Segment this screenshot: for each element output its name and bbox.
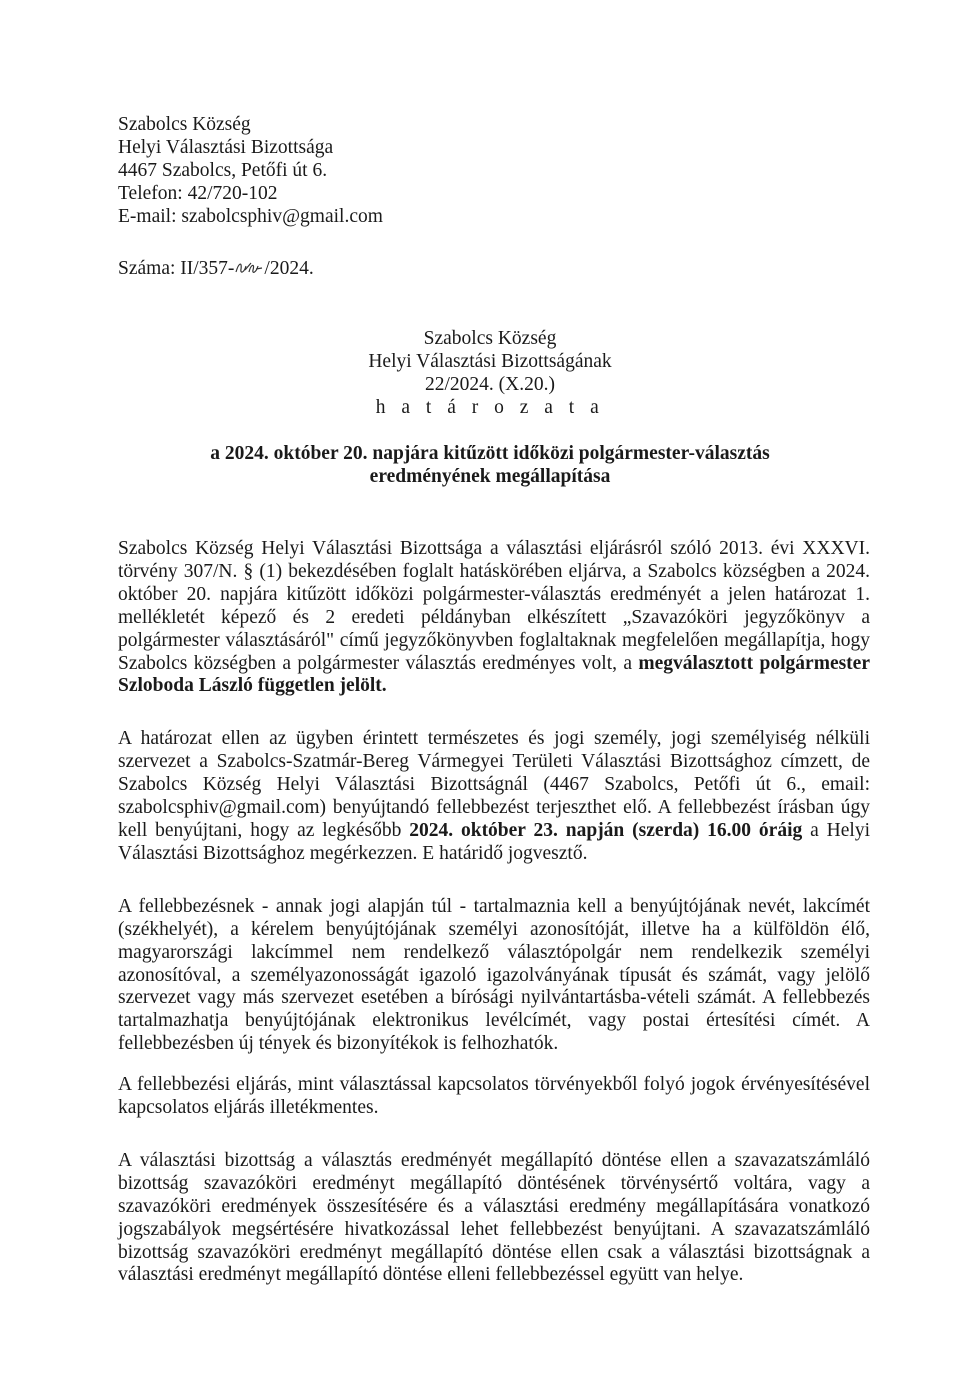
sender-address: 4467 Szabolcs, Petőfi út 6. — [118, 160, 328, 181]
title-committee: Helyi Választási Bizottságának — [368, 351, 612, 372]
elected-mayor-statement: megválasztott polgármester Szloboda László független jelölt. — [118, 652, 870, 697]
resolution-subject — [0, 442, 980, 488]
title-municipality: Szabolcs Község — [423, 328, 557, 349]
paragraph-appeal-rights — [118, 728, 870, 865]
subject-line-2: eredményének megállapítása — [369, 466, 611, 487]
appeal-deadline: 2024. október 23. napján (szerda) 16.00 óráig — [409, 819, 803, 841]
paragraph-fee-exemption: A fellebbezési eljárás, mint választással kapcsolatos törvényekből folyó jogok érvényesítésével kapcsolatos eljárás illetékmentes. — [118, 1074, 870, 1119]
title-resolution-number: 22/2024. (X.20.) — [425, 374, 555, 395]
reference-prefix: Száma: II/357- — [118, 258, 235, 279]
reference-number — [118, 257, 314, 280]
reference-suffix: /2024. — [264, 258, 314, 279]
sender-address-block — [118, 113, 383, 228]
handwritten-number-scribble — [234, 259, 264, 275]
sender-committee: Helyi Választási Bizottsága — [118, 137, 334, 158]
sender-email: E-mail: szabolcsphiv@gmail.com — [118, 206, 383, 227]
paragraph-appeal-contents: A fellebbezésnek - annak jogi alapján túl - tartalmaznia kell a benyújtójának nevét, lakcímét (székhelyét), a kérelem benyújtójának személyi azonosítóját, illetve ha a külföldön élő, magyarországi lakcímmel nem rendelkező választópolgár nem rendelkezik személyi azonosítóval, a személyazonosságát igazoló igazolványának típusát és számát, vagy jelölő szervezet vagy más szervezet esetében a bírósági nyilvántartásba-vételi számát. A fellebbezés tartalmazhatja benyújtójának elektronikus levélcímét, vagy postai értesítési címét. A fellebbezésben új tények és bizonyítékok is felhozhatók. — [118, 895, 870, 1055]
appeal-tail: a Helyi Választási Bizottsághoz megérkezzen. E határidő jogvesztő. — [118, 819, 871, 864]
decision-text: Szabolcs Község Helyi Választási Bizottsága a választási eljárásról szóló 2013. évi XXXVI. törvény 307/N. § (1) bekezdésében foglalt hatáskörében eljárva, a Szabolcs községben a 2024. október 20. napjára kitűzött időközi polgármester-választás eredményét a jelen határozat 1. mellékletét képező és 2 eredeti példányban elkészített „Szavazóköri jegyzőkönyv a polgármester választásáról" című jegyzőkönyvben foglaltaknak megfelelően megállapítja, hogy Szabolcs községben a polgármester választás eredményes volt, a — [118, 538, 870, 674]
subject-line-1: a 2024. október 20. napjára kitűzött időközi polgármester-választás — [210, 443, 770, 464]
appeal-text: A határozat ellen az ügyben érintett természetes és jogi személy, jogi személyiség nélküli szervezet a Szabolcs-Szatmár-Bereg Vármegyei Területi Választási Bizottsághoz címzett, de Szabolcs Község Helyi Választási Bizottságnál (4467 Szabolcs, Petőfi út 6., email: szabolcsphiv@gmail.com) benyújtandó fellebbezést terjeszthet elő. A fellebbezést írásban úgy kell benyújtani, hogy az legkésőbb — [118, 728, 870, 841]
document-body — [118, 538, 870, 1305]
resolution-title-block — [0, 327, 980, 419]
sender-phone: Telefon: 42/720-102 — [118, 183, 278, 204]
sender-name: Szabolcs Község — [118, 114, 251, 135]
paragraph-decision — [118, 538, 870, 698]
paragraph-appeal-grounds: A választási bizottság a választás eredményét megállapító döntése ellen a szavazatszámláló bizottság szavazóköri eredményt megállapító döntésének törvénysértő voltára, vagy a szavazóköri eredmények összesítésére és a választási eredmény megállapítására vonatkozó jogszabályok megsértésére hivatkozással lehet fellebbezést benyújtani. A szavazatszámláló bizottság szavazóköri eredményt megállapító döntése ellen csak a választási bizottságnak a választási eredményt megállapító döntése elleni fellebbezéssel együtt van helye. — [118, 1149, 870, 1286]
title-resolution-word: h a t á r o z a t a — [375, 397, 605, 418]
